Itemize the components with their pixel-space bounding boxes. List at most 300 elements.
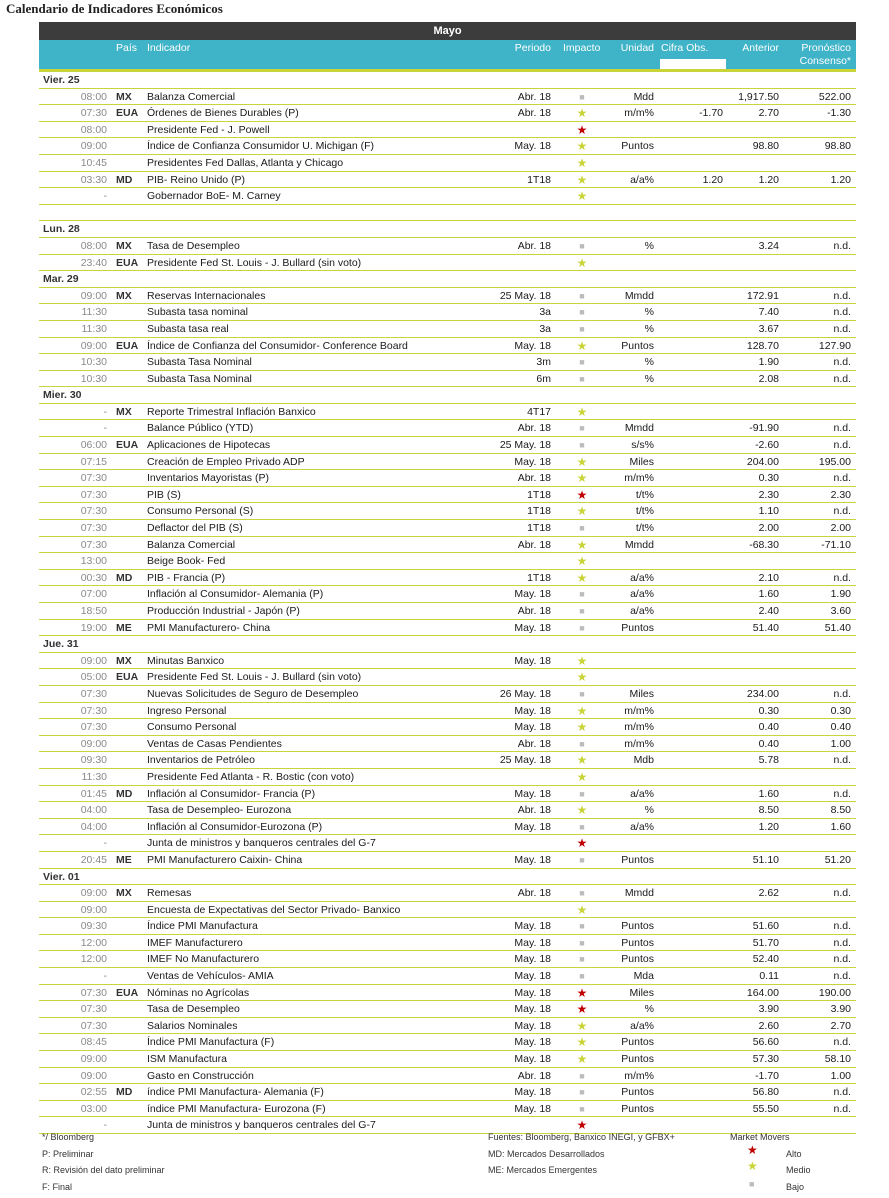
previous-cell: 51.10 — [752, 853, 779, 866]
table-row — [39, 570, 856, 587]
impact-medio-icon: ★ — [576, 504, 588, 519]
forecast-cell: 195.00 — [818, 455, 851, 468]
market-movers-title: Market Movers — [730, 1132, 790, 1142]
table-row — [39, 586, 856, 603]
footnote-md: MD: Mercados Desarrollados — [488, 1149, 605, 1159]
indicator-cell: Índice PMI Manufactura — [147, 920, 258, 933]
period-cell: May. 18 — [514, 1102, 551, 1115]
forecast-cell: n.d. — [833, 289, 851, 302]
unit-cell: % — [644, 372, 654, 385]
unit-cell: Puntos — [621, 140, 654, 153]
time-cell: 07:30 — [80, 1019, 107, 1032]
indicator-cell: Creación de Empleo Privado ADP — [147, 455, 305, 468]
day-label: Jue. 31 — [43, 638, 79, 651]
impact-bajo-icon: ■ — [579, 523, 585, 534]
indicator-cell: índice PMI Manufactura- Eurozona (F) — [147, 1102, 326, 1115]
unit-cell: % — [644, 1003, 654, 1016]
table-row — [39, 769, 856, 786]
forecast-cell: n.d. — [833, 356, 851, 369]
indicator-cell: Deflactor del PIB (S) — [147, 522, 243, 535]
country-cell: EUA — [116, 339, 139, 352]
forecast-cell: n.d. — [833, 505, 851, 518]
time-cell: 19:00 — [80, 621, 107, 634]
time-cell: 09:30 — [80, 754, 107, 767]
country-cell: MX — [116, 289, 132, 302]
indicator-cell: Ingreso Personal — [147, 704, 227, 717]
table-row — [39, 89, 856, 106]
unit-cell: Puntos — [621, 1036, 654, 1049]
previous-cell: 51.70 — [752, 936, 779, 949]
impact-medio-icon: ★ — [576, 255, 588, 270]
day-label: Vier. 01 — [43, 870, 80, 883]
table-row — [39, 304, 856, 321]
impact-medio-icon: ★ — [576, 803, 588, 818]
footnote-me: ME: Mercados Emergentes — [488, 1165, 598, 1175]
footnote-revision: R: Revisión del dato preliminar — [42, 1165, 165, 1175]
unit-cell: Puntos — [621, 920, 654, 933]
table-row — [39, 1001, 856, 1018]
impact-bajo-icon: ■ — [579, 290, 585, 301]
time-cell: 07:30 — [80, 986, 107, 999]
time-cell: 09:00 — [80, 737, 107, 750]
indicator-cell: IMEF No Manufacturero — [147, 953, 260, 966]
spacer-row — [39, 205, 856, 222]
impact-bajo-icon: ■ — [579, 854, 585, 865]
period-cell: May. 18 — [514, 1003, 551, 1016]
period-cell: 25 May. 18 — [499, 439, 551, 452]
day-group-row — [39, 387, 856, 404]
forecast-cell: n.d. — [833, 687, 851, 700]
legend-medio-label: Medio — [786, 1165, 811, 1175]
previous-cell: 56.80 — [752, 1086, 779, 1099]
day-label: Mier. 30 — [43, 389, 82, 402]
time-cell: 07:30 — [80, 687, 107, 700]
period-cell: May. 18 — [514, 920, 551, 933]
table-row — [39, 553, 856, 570]
impact-bajo-icon: ■ — [579, 738, 585, 749]
observed-cell: -1.70 — [699, 107, 723, 120]
previous-cell: 0.11 — [759, 970, 779, 983]
column-header-row — [39, 40, 856, 69]
period-cell: May. 18 — [514, 787, 551, 800]
previous-cell: 3.24 — [758, 239, 779, 252]
unit-cell: a/a% — [630, 605, 654, 617]
unit-cell: Mmdd — [624, 289, 654, 302]
unit-cell: Puntos — [621, 339, 654, 352]
impact-medio-icon: ★ — [576, 670, 588, 685]
time-cell: - — [103, 405, 107, 418]
indicator-cell: Balanza Comercial — [147, 90, 236, 103]
table-row — [39, 172, 856, 189]
day-group-row — [39, 72, 856, 89]
previous-cell: 2.10 — [758, 571, 779, 584]
previous-cell: 204.00 — [746, 455, 779, 468]
impact-bajo-icon: ■ — [579, 1103, 585, 1114]
impact-medio-icon: ★ — [576, 769, 588, 784]
time-cell: - — [103, 1119, 107, 1132]
table-row — [39, 669, 856, 686]
impact-medio-icon: ★ — [576, 720, 588, 735]
impact-bajo-icon: ■ — [579, 1087, 585, 1098]
time-cell: 07:30 — [80, 721, 107, 734]
country-cell: MX — [116, 90, 132, 103]
table-row — [39, 420, 856, 437]
time-cell: 09:00 — [80, 1053, 107, 1066]
unit-cell: t/t% — [635, 522, 654, 535]
indicator-cell: Tasa de Desempleo — [147, 1003, 240, 1016]
time-cell: 10:45 — [80, 156, 107, 169]
forecast-cell: n.d. — [833, 322, 851, 335]
table-row — [39, 437, 856, 454]
unit-cell: Mda — [633, 970, 654, 983]
unit-cell: m/m% — [624, 472, 654, 485]
period-cell: May. 18 — [514, 339, 551, 352]
forecast-cell: n.d. — [833, 1086, 851, 1099]
table-row — [39, 951, 856, 968]
period-cell: May. 18 — [514, 986, 551, 999]
day-label: Vier. 25 — [43, 74, 80, 86]
impact-medio-icon: ★ — [576, 454, 588, 469]
impact-medio-icon: ★ — [576, 537, 588, 552]
period-cell: May. 18 — [514, 820, 551, 833]
table-row — [39, 321, 856, 338]
period-cell: Abr. 18 — [517, 472, 551, 485]
time-cell: 04:00 — [80, 804, 107, 817]
impact-medio-icon: ★ — [576, 1052, 588, 1067]
day-group-row — [39, 221, 856, 238]
forecast-cell: 190.00 — [818, 986, 851, 999]
period-cell: May. 18 — [514, 721, 551, 734]
header-impacto: Impacto — [563, 42, 601, 54]
country-cell: MD — [116, 1086, 133, 1099]
period-cell: Abr. 18 — [517, 1069, 551, 1082]
indicator-cell: Presidente Fed St. Louis - J. Bullard (sin voto) — [147, 671, 362, 684]
unit-cell: Miles — [629, 455, 654, 468]
impact-bajo-icon: ■ — [579, 307, 585, 318]
impact-bajo-icon: ■ — [579, 788, 585, 799]
forecast-cell: 2.30 — [830, 488, 851, 501]
time-cell: 11:30 — [81, 770, 107, 783]
forecast-cell: n.d. — [833, 1036, 851, 1049]
period-cell: Abr. 18 — [517, 107, 551, 120]
period-cell: May. 18 — [514, 1036, 551, 1049]
table-row — [39, 918, 856, 935]
impact-alto-icon: ★ — [576, 122, 588, 137]
indicator-cell: Remesas — [147, 887, 192, 900]
unit-cell: Mmdd — [624, 422, 654, 435]
legend-bajo-icon: ■ — [749, 1179, 755, 1189]
period-cell: May. 18 — [514, 1053, 551, 1066]
previous-cell: 0.40 — [758, 721, 779, 734]
country-cell: EUA — [116, 107, 139, 120]
country-cell: MX — [116, 405, 132, 418]
period-cell: Abr. 18 — [517, 422, 551, 435]
impact-bajo-icon: ■ — [579, 323, 585, 334]
observed-cell: 1.20 — [702, 173, 723, 186]
period-cell: 3m — [536, 356, 551, 369]
unit-cell: Miles — [629, 986, 654, 999]
table-row — [39, 736, 856, 753]
time-cell: 10:30 — [80, 356, 107, 369]
period-cell: May. 18 — [514, 1019, 551, 1032]
time-cell: 07:15 — [80, 455, 107, 468]
forecast-cell: n.d. — [833, 787, 851, 800]
period-cell: Abr. 18 — [517, 804, 551, 817]
table-row — [39, 852, 856, 869]
forecast-cell: 1.00 — [830, 737, 851, 750]
period-cell: May. 18 — [514, 621, 551, 634]
footnote-bloomberg: */ Bloomberg — [42, 1132, 95, 1142]
impact-alto-icon: ★ — [576, 836, 588, 851]
table-row — [39, 719, 856, 736]
month-header: Mayo — [39, 22, 856, 40]
impact-alto-icon: ★ — [576, 1002, 588, 1017]
forecast-cell: 2.00 — [830, 522, 851, 535]
table-row — [39, 885, 856, 902]
time-cell: 07:30 — [80, 522, 107, 535]
indicator-cell: PMI Manufacturero- China — [147, 621, 271, 634]
impact-bajo-icon: ■ — [579, 622, 585, 633]
indicator-cell: Reporte Trimestral Inflación Banxico — [147, 405, 316, 418]
indicator-cell: Balanza Comercial — [147, 538, 236, 551]
forecast-cell: n.d. — [833, 887, 851, 900]
period-cell: Abr. 18 — [517, 538, 551, 551]
table-row — [39, 1018, 856, 1035]
country-cell: MX — [116, 239, 132, 252]
time-cell: 07:30 — [80, 488, 107, 501]
indicator-cell: Reservas Internacionales — [147, 289, 266, 302]
footnote-preliminar: P: Preliminar — [42, 1149, 94, 1159]
forecast-cell: n.d. — [833, 1102, 851, 1115]
impact-alto-icon: ★ — [576, 1118, 588, 1133]
indicator-cell: Salarios Nominales — [147, 1019, 238, 1032]
table-row — [39, 968, 856, 985]
forecast-cell: n.d. — [833, 239, 851, 252]
impact-medio-icon: ★ — [576, 189, 588, 204]
previous-cell: 52.40 — [752, 953, 779, 966]
time-cell: 10:30 — [80, 372, 107, 385]
period-cell: May. 18 — [514, 704, 551, 717]
period-cell: 25 May. 18 — [499, 289, 551, 302]
table-row — [39, 1034, 856, 1051]
country-cell: EUA — [116, 671, 139, 684]
table-row — [39, 620, 856, 637]
time-cell: 07:30 — [80, 704, 107, 717]
period-cell: 1T18 — [527, 505, 551, 518]
forecast-cell: n.d. — [833, 472, 851, 485]
table-row — [39, 105, 856, 122]
impact-medio-icon: ★ — [576, 338, 588, 353]
header-consenso: Consenso* — [799, 55, 851, 67]
unit-cell: Mdb — [633, 754, 654, 767]
indicator-cell: Inventarios Mayoristas (P) — [147, 472, 269, 485]
unit-cell: % — [644, 306, 654, 319]
indicator-cell: Subasta Tasa Nominal — [147, 356, 252, 369]
period-cell: May. 18 — [514, 1086, 551, 1099]
unit-cell: % — [644, 356, 654, 369]
impact-bajo-icon: ■ — [579, 688, 585, 699]
forecast-cell: n.d. — [833, 439, 851, 452]
indicator-cell: Ventas de Vehículos- AMIA — [147, 970, 274, 983]
unit-cell: % — [644, 322, 654, 335]
table-row — [39, 537, 856, 554]
unit-cell: Puntos — [621, 936, 654, 949]
forecast-cell: n.d. — [833, 372, 851, 385]
forecast-cell: 8.50 — [830, 804, 851, 817]
forecast-cell: n.d. — [833, 920, 851, 933]
forecast-cell: -1.30 — [827, 107, 851, 120]
impact-bajo-icon: ■ — [579, 589, 585, 600]
header-anterior: Anterior — [742, 42, 779, 54]
calendar-table — [39, 22, 856, 1134]
period-cell: Abr. 18 — [517, 90, 551, 103]
period-cell: Abr. 18 — [517, 605, 551, 617]
table-row — [39, 503, 856, 520]
period-cell: 3a — [539, 322, 551, 335]
unit-cell: m/m% — [624, 737, 654, 750]
unit-cell: m/m% — [624, 1069, 654, 1082]
previous-cell: 51.40 — [752, 621, 779, 634]
indicator-cell: Índice de Confianza del Consumidor- Conference Board — [147, 339, 408, 352]
impact-medio-icon: ★ — [576, 172, 588, 187]
unit-cell: % — [644, 804, 654, 817]
indicator-cell: Subasta tasa nominal — [147, 306, 248, 319]
time-cell: 01:45 — [80, 787, 107, 800]
time-cell: 07:30 — [80, 1003, 107, 1016]
time-cell: 02:55 — [80, 1086, 107, 1099]
time-cell: 09:00 — [80, 1069, 107, 1082]
indicator-cell: Índice PMI Manufactura (F) — [147, 1036, 275, 1049]
table-row — [39, 786, 856, 803]
time-cell: - — [103, 190, 107, 203]
country-cell: MD — [116, 787, 133, 800]
time-cell: 09:00 — [80, 289, 107, 302]
previous-cell: 234.00 — [746, 687, 779, 700]
table-row — [39, 819, 856, 836]
table-row — [39, 122, 856, 139]
table-row — [39, 338, 856, 355]
previous-cell: 5.78 — [758, 754, 779, 767]
impact-medio-icon: ★ — [576, 139, 588, 154]
indicator-cell: Consumo Personal — [147, 721, 237, 734]
unit-cell: m/m% — [624, 704, 654, 717]
table-row — [39, 603, 856, 620]
forecast-cell: 1.90 — [830, 588, 851, 601]
legend-alto-icon: ★ — [747, 1143, 758, 1157]
period-cell: May. 18 — [514, 970, 551, 983]
table-row — [39, 1101, 856, 1118]
table-row — [39, 188, 856, 205]
indicator-cell: Inflación al Consumidor- Alemania (P) — [147, 588, 324, 601]
time-cell: 08:45 — [80, 1036, 107, 1049]
forecast-cell: 51.40 — [824, 621, 851, 634]
time-cell: 07:30 — [80, 505, 107, 518]
period-cell: May. 18 — [514, 654, 551, 667]
time-cell: 00:30 — [80, 571, 107, 584]
previous-cell: 8.50 — [758, 804, 779, 817]
indicator-cell: índice PMI Manufactura- Alemania (F) — [147, 1086, 324, 1099]
time-cell: 09:00 — [80, 339, 107, 352]
unit-cell: t/t% — [635, 488, 654, 501]
period-cell: 1T18 — [527, 173, 551, 186]
impact-bajo-icon: ■ — [579, 423, 585, 434]
forecast-cell: 0.30 — [830, 704, 851, 717]
previous-cell: -68.30 — [749, 538, 779, 551]
forecast-cell: 51.20 — [824, 853, 851, 866]
table-row — [39, 138, 856, 155]
forecast-cell: 127.90 — [818, 339, 851, 352]
unit-cell: Puntos — [621, 853, 654, 866]
indicator-cell: Nóminas no Agrícolas — [147, 986, 250, 999]
period-cell: May. 18 — [514, 588, 551, 601]
table-row — [39, 1068, 856, 1085]
impact-alto-icon: ★ — [576, 487, 588, 502]
indicator-cell: Junta de ministros y banqueros centrales del G-7 — [147, 1119, 376, 1132]
previous-cell: 2.40 — [758, 605, 779, 617]
table-row — [39, 902, 856, 919]
country-cell: EUA — [116, 986, 139, 999]
header-indicador: Indicador — [147, 42, 191, 54]
table-row — [39, 155, 856, 172]
impact-bajo-icon: ■ — [579, 937, 585, 948]
impact-medio-icon: ★ — [576, 653, 588, 668]
unit-cell: Puntos — [621, 953, 654, 966]
previous-cell: 1,917.50 — [738, 90, 779, 103]
forecast-cell: 98.80 — [824, 140, 851, 153]
time-cell: 07:00 — [80, 588, 107, 601]
time-cell: 08:00 — [80, 123, 107, 136]
indicator-cell: PIB (S) — [147, 488, 181, 501]
period-cell: 3a — [539, 306, 551, 319]
indicator-cell: Subasta Tasa Nominal — [147, 372, 252, 385]
previous-cell: 2.08 — [758, 372, 779, 385]
period-cell: 1T18 — [527, 522, 551, 535]
indicator-cell: Tasa de Desempleo- Eurozona — [147, 804, 292, 817]
period-cell: Abr. 18 — [517, 239, 551, 252]
header-pais: País — [116, 42, 138, 54]
indicator-cell: Encuesta de Expectativas del Sector Privado- Banxico — [147, 903, 401, 916]
table-row — [39, 985, 856, 1002]
indicator-cell: PMI Manufacturero Caixin- China — [147, 853, 303, 866]
indicator-cell: Inflación al Consumidor-Eurozona (P) — [147, 820, 323, 833]
previous-cell: 51.60 — [752, 920, 779, 933]
table-row — [39, 371, 856, 388]
time-cell: 08:00 — [80, 90, 107, 103]
impact-medio-icon: ★ — [576, 753, 588, 768]
period-cell: Abr. 18 — [517, 737, 551, 750]
country-cell: MX — [116, 887, 132, 900]
impact-medio-icon: ★ — [576, 1035, 588, 1050]
time-cell: - — [103, 970, 107, 983]
indicator-cell: Órdenes de Bienes Durables (P) — [147, 107, 299, 120]
impact-bajo-icon: ■ — [579, 440, 585, 451]
indicator-cell: Índice de Confianza Consumidor U. Michigan (F) — [147, 140, 375, 153]
indicator-cell: Presidente Fed - J. Powell — [147, 123, 270, 136]
time-cell: 18:50 — [80, 605, 107, 617]
indicator-cell: Nuevas Solicitudes de Seguro de Desempleo — [147, 687, 359, 700]
header-periodo: Periodo — [514, 42, 551, 54]
previous-cell: 7.40 — [758, 306, 779, 319]
forecast-cell: n.d. — [833, 953, 851, 966]
forecast-cell: 2.70 — [830, 1019, 851, 1032]
previous-cell: 1.20 — [758, 173, 779, 186]
legend-medio-icon: ★ — [747, 1159, 758, 1173]
time-cell: 12:00 — [80, 953, 107, 966]
impact-bajo-icon: ■ — [579, 606, 585, 616]
time-cell: 09:00 — [80, 903, 107, 916]
previous-cell: -91.90 — [749, 422, 779, 435]
header-pronostico: Pronóstico — [801, 42, 851, 54]
